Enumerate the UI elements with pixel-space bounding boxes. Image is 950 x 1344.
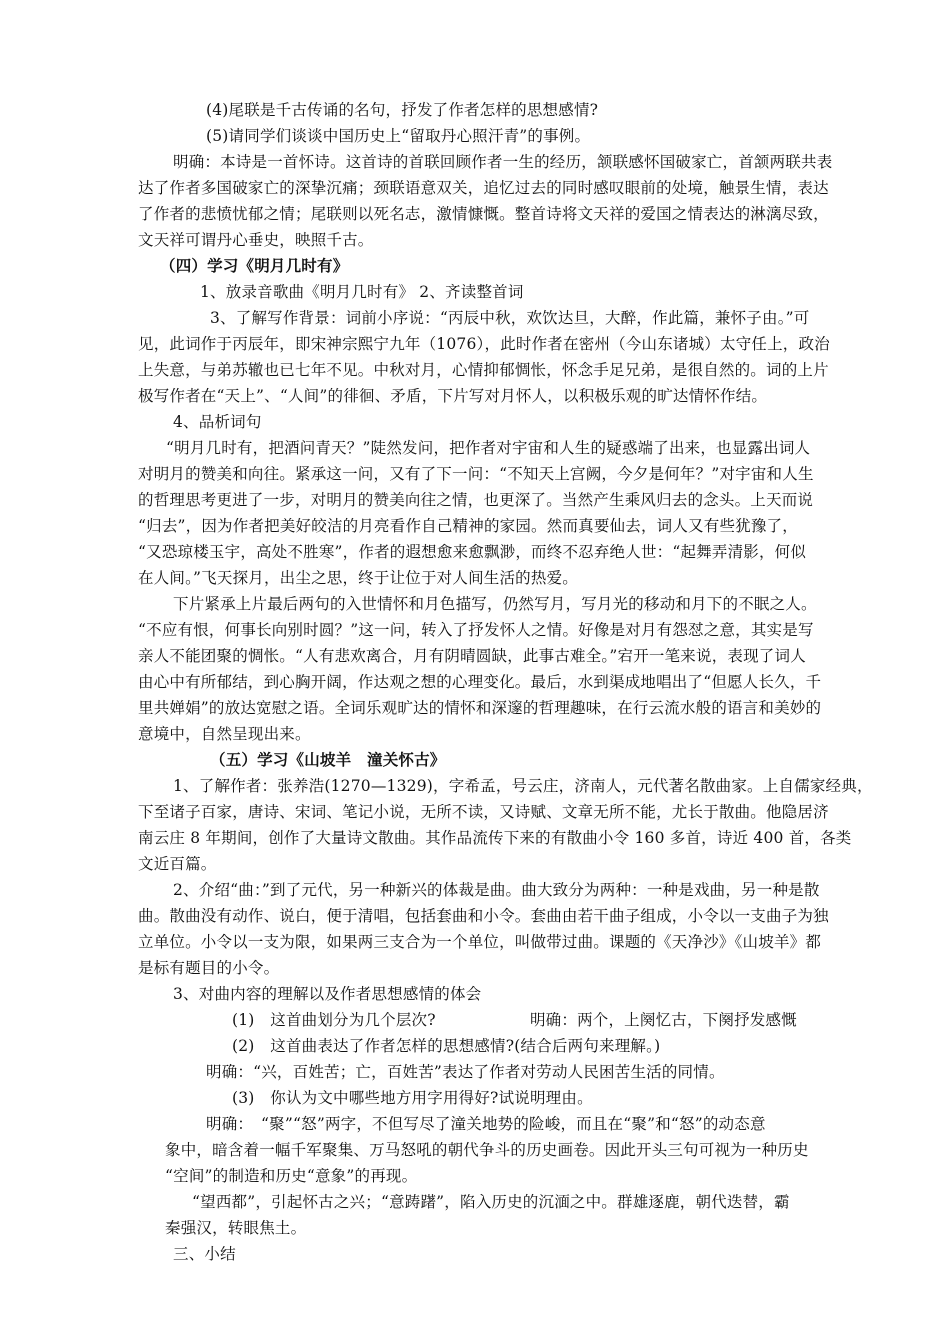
text-line: “不应有恨，何事长向别时圆？”这一问，转入了抒发怀人之情。好像是对月有怨怼之意，其实是写 (138, 621, 814, 639)
text-line: 意境中，自然呈现出来。 (138, 725, 311, 743)
text-line: “空间”的制造和历史“意象”的再现。 (165, 1167, 418, 1185)
text-line: 秦强汉，转眼焦土。 (165, 1219, 307, 1237)
text-line: 了作者的悲愤忧郁之情；尾联则以死名志，激情慷慨。整首诗将文天祥的爱国之情表达的淋漓尽致， (138, 205, 829, 223)
text-line: 上失意，与弟苏辙也已七年不见。中秋对月，心情抑郁惆怅，怀念手足兄弟，是很自然的。词的上片 (138, 361, 829, 379)
text-line: 里共婵娟”的放达宽慰之语。全词乐观旷达的情怀和深邃的哲理趣味，在行云流水般的语言和美妙的 (138, 699, 822, 717)
text-line: 2、介绍“曲：”到了元代，另一种新兴的体裁是曲。曲大致分为两种：一种是戏曲，另一种是散 (173, 881, 820, 899)
text-line: 是标有题目的小令。 (138, 959, 280, 977)
text-line: 3、了解写作背景：词前小序说：“丙辰中秋，欢饮达旦，大醉，作此篇，兼怀子由。”可 (210, 309, 810, 327)
text-line: 曲。散曲没有动作、说白，便于清唱，包括套曲和小令。套曲由若干曲子组成，小令以一支曲子为独 (138, 907, 829, 925)
section-heading: （五）学习《山坡羊 潼关怀古》 (210, 750, 446, 769)
text-line: 3、对曲内容的理解以及作者思想感情的体会 (173, 985, 482, 1003)
text-line: 文天祥可谓丹心垂史，映照千古。 (138, 231, 374, 249)
text-line: 达了作者多国破家亡的深挚沉痛；颈联语意双关，追忆过去的同时感叹眼前的处境，触景生情，表达 (138, 179, 829, 197)
text-line: “归去”，因为作者把美好皎洁的月亮看作自己精神的家园。然而真要仙去，词人又有些犹豫了， (138, 517, 798, 535)
text-line: (4)尾联是千古传诵的名句，抒发了作者怎样的思想感情? (206, 101, 599, 119)
text-line: 三、小结 (173, 1245, 236, 1263)
text-line: 4、品析词句 (173, 413, 262, 431)
text-line: (1) 这首曲划分为几个层次? 明确：两个，上阕忆古，下阕抒发感慨 (232, 1011, 797, 1029)
text-line: 的哲理思考更进了一步，对明月的赞美向往之情，也更深了。当然产生乘风归去的念头。上天而说 (138, 491, 814, 509)
text-line: (5)请同学们谈谈中国历史上“留取丹心照汗青”的事例。 (206, 127, 591, 145)
text-line: 对明月的赞美和向往。紧承这一问，又有了下一问：“不知天上宫阙，今夕是何年？”对宇宙和人生 (138, 465, 814, 483)
text-line: 见，此词作于丙辰年，即宋神宗熙宁九年（1076），此时作者在密州（今山东诸城）太守任上，政治 (138, 335, 830, 353)
text-line: 在人间。”飞天探月，出尘之思，终于让位于对人间生活的热爱。 (138, 569, 578, 587)
section-heading: （四）学习《明月几时有》 (160, 256, 349, 275)
text-line: “又恐琼楼玉宇，高处不胜寒”，作者的遐想愈来愈飘渺，而终不忍弃绝人世：“起舞弄清影，何似 (138, 543, 807, 561)
text-line: 明确： “聚”“怒”两字，不但写尽了潼关地势的险峻，而且在“聚”和“怒”的动态意 (206, 1115, 766, 1133)
text-line: 1、了解作者：张养浩(1270—1329)，字希孟，号云庄，济南人，元代著名散曲家。上自儒家经典， (173, 777, 873, 795)
text-line: 由心中有所郁结，到心胸开阔，作达观之想的心理变化。最后，水到渠成地唱出了“但愿人长久，千 (138, 673, 822, 691)
text-line: 1、放录音歌曲《明月几时有》 2、齐读整首词 (200, 283, 524, 301)
text-line: 明确：本诗是一首怀诗。这首诗的首联回顾作者一生的经历，颔联感怀国破家亡，首颔两联共表 (173, 153, 833, 171)
text-line: 亲人不能团聚的惆怅。“人有悲欢离合，月有阴晴圆缺，此事古难全。”宕开一笔来说，表现了词人 (138, 647, 806, 665)
text-line: 极写作者在“天上”、“人间”的徘徊、矛盾，下片写对月怀人，以积极乐观的旷达情怀作结。 (138, 387, 768, 405)
text-line: 下片紧承上片最后两句的入世情怀和月色描写，仍然写月，写月光的移动和月下的不眠之人。 (173, 595, 817, 613)
text-line: 下至诸子百家，唐诗、宋词、笔记小说，无所不读，又诗赋、文章无所不能，尤长于散曲。他隐居济 (138, 803, 829, 821)
text-line: 明确：“兴，百姓苦；亡，百姓苦”表达了作者对劳动人民困苦生活的同情。 (206, 1063, 725, 1081)
text-line: “望西都”，引起怀古之兴；“意踌躇”，陷入历史的沉湎之中。群雄逐鹿，朝代迭替，霸 (192, 1193, 790, 1211)
text-line: 南云庄 8 年期间，创作了大量诗文散曲。其作品流传下来的有散曲小令 160 多首，诗近 400 首，各类 (138, 829, 852, 847)
text-line: (2) 这首曲表达了作者怎样的思想感情?(结合后两句来理解。) (232, 1037, 661, 1055)
text-line: 立单位。小令以一支为限，如果两三支合为一个单位，叫做带过曲。课题的《天净沙》《山坡羊》都 (138, 933, 822, 951)
text-line: (3) 你认为文中哪些地方用字用得好?试说明理由。 (232, 1089, 593, 1107)
text-line: “明月几时有，把酒问青天？”陡然发问，把作者对宇宙和人生的疑惑端了出来，也显露出词人 (166, 439, 811, 457)
text-line: 象中，暗含着一幅千军聚集、万马怒吼的朝代争斗的历史画卷。因此开头三句可视为一种历史 (165, 1141, 809, 1159)
text-line: 文近百篇。 (138, 855, 217, 873)
